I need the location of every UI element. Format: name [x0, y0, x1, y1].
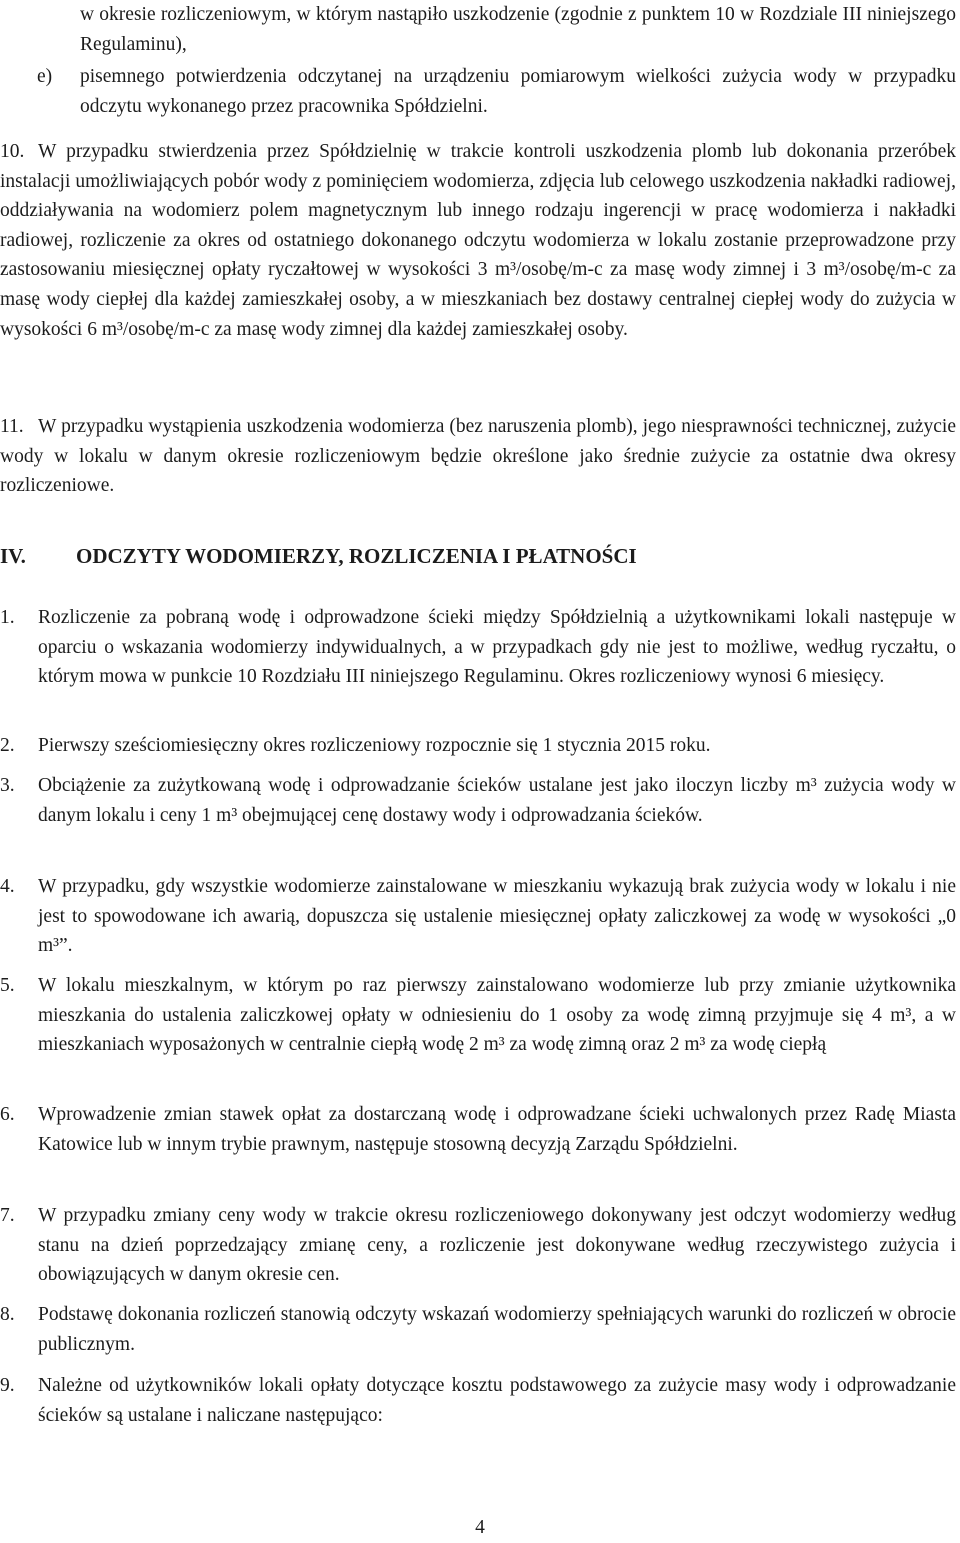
- item-text: Obciążenie za zużytkowaną wodę i odprowadzanie ścieków ustalane jest jako iloczyn liczby m³ zużycia wody w danym lokalu i ceny 1 m³ obejmującej cenę dostawy wody i odprowadzania ścieków.: [38, 775, 956, 826]
- list-item-8: [0, 1300, 956, 1359]
- list-item-5: [0, 971, 956, 1060]
- item-number: 2.: [0, 735, 15, 756]
- item-number: 10.: [0, 141, 25, 162]
- item-text: Pierwszy sześciomiesięczny okres rozliczeniowy rozpocznie się 1 stycznia 2015 roku.: [38, 735, 711, 756]
- item-text: Wprowadzenie zmian stawek opłat za dostarczaną wodę i odprowadzane ścieki uchwalonych przez Radę Miasta Katowice lub w innym trybie prawnym, następuje stosowną decyzją Zarządu Spółdzielni.: [38, 1104, 956, 1155]
- item-number: 8.: [0, 1304, 15, 1325]
- item-number: 1.: [0, 607, 15, 628]
- item-text: Należne od użytkowników lokali opłaty dotyczące kosztu podstawowego za zużycie masy wody i odprowadzanie ścieków są ustalane i naliczane następująco:: [38, 1375, 956, 1426]
- page-number: 4: [475, 1517, 485, 1538]
- item-text: Podstawę dokonania rozliczeń stanowią odczyty wskazań wodomierzy spełniających warunki do rozliczeń w obrocie publicznym.: [38, 1304, 956, 1355]
- item-number: 9.: [0, 1375, 15, 1396]
- section-number: IV.: [0, 544, 26, 568]
- list-item-3: [0, 771, 956, 830]
- list-item-e: [37, 62, 956, 121]
- section-title: ODCZYTY WODOMIERZY, ROZLICZENIA I PŁATNOŚCI: [76, 544, 637, 568]
- list-item-4: [0, 872, 956, 961]
- continuation-body: w okresie rozliczeniowym, w którym nastąpiło uszkodzenie (zgodnie z punktem 10 w Rozdziale III niniejszego Regulaminu),: [80, 4, 956, 55]
- item-text: W przypadku wystąpienia uszkodzenia wodomierza (bez naruszenia plomb), jego niesprawności technicznej, zużycie wody w lokalu w danym okresie rozliczeniowym będzie określone jako średnie zużycie za ostatnie dwa okresy rozliczeniowe.: [0, 416, 956, 497]
- item-number: 5.: [0, 975, 15, 996]
- list-item-6: [0, 1100, 956, 1159]
- list-item-10: [0, 137, 956, 344]
- item-number: 4.: [0, 876, 15, 897]
- item-text: W przypadku, gdy wszystkie wodomierze zainstalowane w mieszkaniu wykazują brak zużycia wody w lokalu i nie jest to spowodowane ich awarią, dopuszcza się ustalenie miesięcznej opłaty zaliczkowej za wodę w wysokości „0 m³”.: [38, 876, 956, 957]
- item-text: W przypadku stwierdzenia przez Spółdzielnię w trakcie kontroli uszkodzenia plomb lub dokonania przeróbek instalacji umożliwiających pobór wody z pominięciem wodomierza, zdjęcia lub celowego uszkodzenia nakładki radiowej, oddziaływania na wodomierz polem magnetycznym lub innego rodzaju ingerencji w pracę wodomierza i nakładki radiowej, rozliczenie za okres od ostatniego dokonanego odczytu wodomierza w lokalu zostanie przeprowadzone przy zastosowaniu miesięcznej opłaty ryczałtowej w wysokości 3 m³/osobę/m-c za masę wody zimnej i 3 m³/osobę/m-c za masę wody ciepłej dla każdej zamieszkałej osoby, a w mieszkaniach bez dostawy centralnej ciepłej wody do zużycia w wysokości 6 m³/osobę/m-c za masę wody zimnej dla każdej zamieszkałej osoby.: [0, 141, 956, 340]
- continuation-text: [80, 0, 956, 59]
- list-item-9: [0, 1371, 956, 1430]
- item-marker: e): [37, 66, 53, 87]
- list-item-1: [0, 603, 956, 692]
- item-number: 11.: [0, 416, 24, 437]
- item-number: 7.: [0, 1205, 15, 1226]
- list-item-2: [0, 731, 956, 761]
- item-text: W lokalu mieszkalnym, w którym po raz pierwszy zainstalowano wodomierze lub przy zmianie użytkownika mieszkania do ustalenia zaliczkowej opłaty w odniesieniu do 1 osoby za wodę zimną przyjmuje się 4 m³, a w mieszkaniach wyposażonych w centralnie ciepłą wodę 2 m³ za wodę zimną oraz 2 m³ za wodę ciepłą: [38, 975, 956, 1056]
- item-text: W przypadku zmiany ceny wody w trakcie okresu rozliczeniowego dokonywany jest odczyt wodomierzy według stanu na dzień poprzedzający zmianę ceny, a rozliczenie jest dokonywane według rzeczywistego zużycia i obowiązujących w danym okresie cen.: [38, 1205, 956, 1286]
- item-text: Rozliczenie za pobraną wodę i odprowadzone ścieki między Spółdzielnią a użytkownikami lokali następuje w oparciu o wskazania wodomierzy indywidualnych, a w przypadkach gdy nie jest to możliwe, według ryczałtu, o którym mowa w punkcie 10 Rozdziału III niniejszego Regulaminu. Okres rozliczeniowy wynosi 6 miesięcy.: [38, 607, 956, 688]
- item-number: 6.: [0, 1104, 15, 1125]
- item-text: pisemnego potwierdzenia odczytanej na urządzeniu pomiarowym wielkości zużycia wody w przypadku odczytu wykonanego przez pracownika Spółdzielni.: [80, 66, 956, 117]
- item-number: 3.: [0, 775, 15, 796]
- list-item-7: [0, 1201, 956, 1290]
- list-item-11: [0, 412, 956, 501]
